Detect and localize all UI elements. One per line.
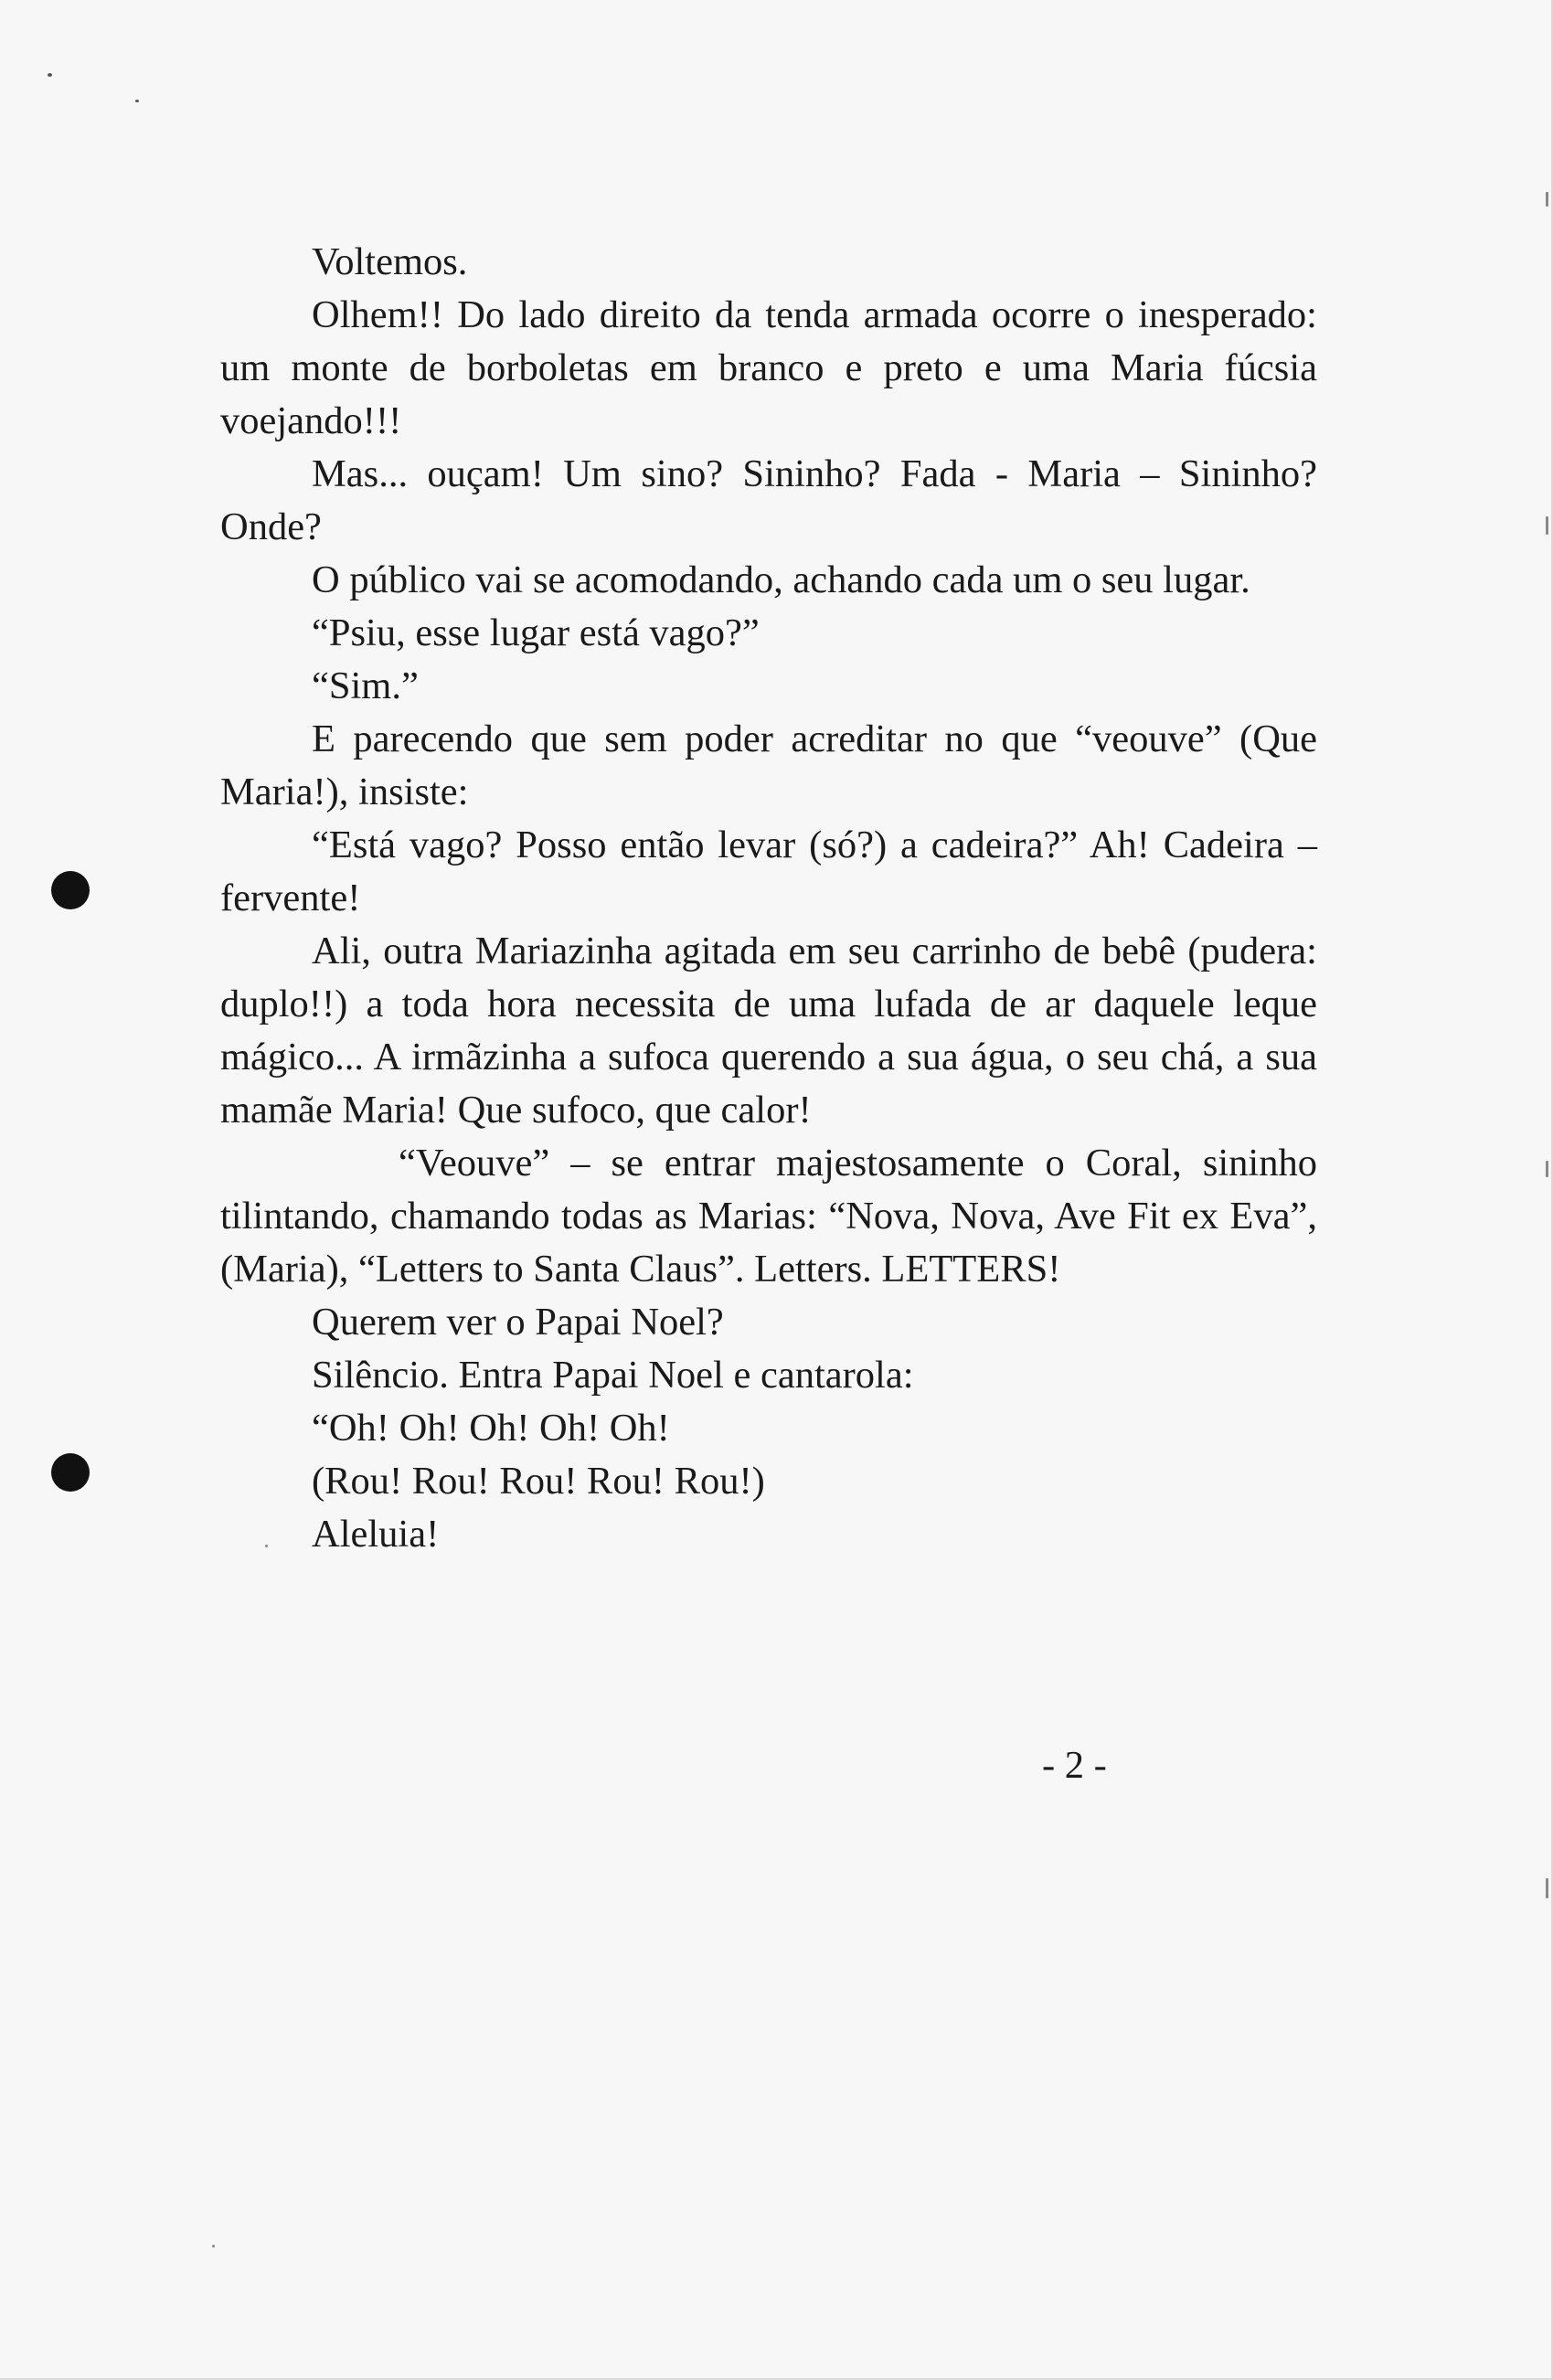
paragraph: “Está vago? Posso então levar (só?) a cadeira?” Ah! Cadeira – fervente! xyxy=(220,823,1317,919)
verse-line: “Oh! Oh! Oh! Oh! Oh! xyxy=(312,1407,670,1450)
paragraph: “Veouve” – se entrar majestosamente o Coral, sininho tilintando, chamando todas as Marias: “Nova, Nova, Ave Fit ex Eva”, (Maria), “Letters to Santa Claus”. Letters. LETTERS! xyxy=(220,1142,1317,1291)
scan-speck xyxy=(48,73,52,77)
scan-speck xyxy=(1546,192,1548,207)
paragraph: Mas... ouçam! Um sino? Sininho? Fada - Maria – Sininho? Onde? xyxy=(220,452,1317,548)
verse-line: (Rou! Rou! Rou! Rou! Rou!) xyxy=(312,1460,765,1503)
scan-speck xyxy=(1546,516,1548,535)
scan-speck xyxy=(1546,1161,1548,1177)
paragraph: Olhem!! Do lado direito da tenda armada ocorre o inesperado: um monte de borboletas em branco e preto e uma Maria fúcsia voejando!!! xyxy=(220,293,1317,442)
verse-line: Aleluia! xyxy=(312,1513,440,1556)
paragraph: “Sim.” xyxy=(312,664,419,707)
paragraph: Silêncio. Entra Papai Noel e cantarola: xyxy=(312,1354,914,1397)
punch-hole xyxy=(51,1453,90,1492)
page-number: - 2 - xyxy=(1042,1744,1107,1787)
paragraph: Querem ver o Papai Noel? xyxy=(312,1301,724,1344)
paragraph: Voltemos. xyxy=(312,240,468,283)
paragraph: O público vai se acomodando, achando cada um o seu lugar. xyxy=(312,558,1250,601)
punch-hole xyxy=(51,871,90,909)
paragraph: E parecendo que sem poder acreditar no que “veouve” (Que Maria!), insiste: xyxy=(220,717,1317,813)
scan-speck xyxy=(135,100,139,102)
body-text xyxy=(220,236,1317,1561)
scan-speck xyxy=(212,2245,215,2247)
scan-speck xyxy=(1546,1878,1548,1898)
paragraph: Ali, outra Mariazinha agitada em seu carrinho de bebê (pudera: duplo!!) a toda hora necessita de uma lufada de ar daquele leque mágico... A irmãzinha a sufoca querendo a sua água, o seu chá, a sua mamãe Maria! Que sufoco, que calor! xyxy=(220,930,1317,1132)
paragraph: “Psiu, esse lugar está vago?” xyxy=(312,611,760,654)
